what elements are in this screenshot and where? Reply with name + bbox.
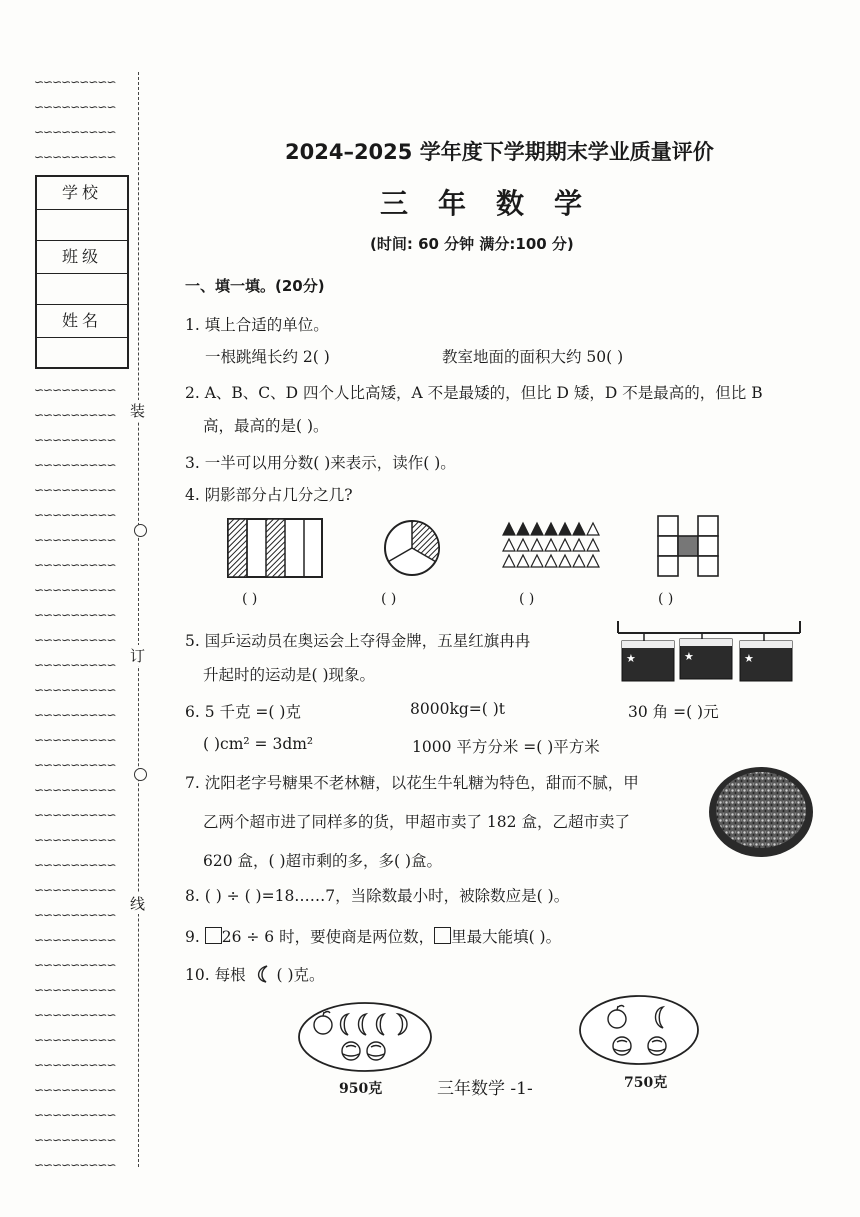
binding-label-zhuang: 装 xyxy=(130,402,146,420)
question-8: 8. ( ) ÷ ( )=18……7，当除数最小时，被除数应是( )。 xyxy=(185,887,570,905)
question-3: 3. 一半可以用分数( )来表示，读作( )。 xyxy=(185,454,456,472)
fruit-plate-right xyxy=(577,993,701,1067)
decorative-wave-row: ∽∽∽∽∽∽∽∽∽ xyxy=(34,583,116,597)
shaded-triangle xyxy=(517,523,529,535)
school-label: 学校 xyxy=(37,177,127,210)
question-5-line2: 升起时的运动是( )现象。 xyxy=(203,666,376,684)
triangle xyxy=(587,523,599,535)
question-1: 1. 填上合适的单位。 xyxy=(185,316,329,334)
shaded-rectangle-figure xyxy=(225,516,325,580)
answer-blank[interactable]: ( ) xyxy=(658,591,674,607)
question-2-line1: 2. A、B、C、D 四个人比高矮，A 不是最矮的，但比 D 矮，D 不是最高的，但比 B xyxy=(185,384,763,402)
triangle xyxy=(573,555,585,567)
decorative-wave-row: ∽∽∽∽∽∽∽∽∽ xyxy=(34,508,116,522)
decorative-wave-row: ∽∽∽∽∽∽∽∽∽ xyxy=(34,1058,116,1072)
question-9-number: 9. xyxy=(185,928,205,946)
shaded-circle-figure xyxy=(382,518,442,578)
question-5-line1: 5. 国乒运动员在奥运会上夺得金牌，五星红旗冉冉 xyxy=(185,632,531,650)
question-9-text: 26 ÷ 6 时，要使商是两位数， xyxy=(221,928,435,946)
decorative-wave-row: ∽∽∽∽∽∽∽∽∽ xyxy=(34,458,116,472)
decorative-wave-row: ∽∽∽∽∽∽∽∽∽ xyxy=(34,100,116,114)
svg-text:★: ★ xyxy=(626,652,636,665)
question-6b: 8000kg=( )t xyxy=(410,700,505,718)
decorative-wave-row: ∽∽∽∽∽∽∽∽∽ xyxy=(34,433,116,447)
decorative-wave-row: ∽∽∽∽∽∽∽∽∽ xyxy=(34,1158,116,1172)
triangle xyxy=(503,555,515,567)
decorative-wave-row: ∽∽∽∽∽∽∽∽∽ xyxy=(34,758,116,772)
shaded-triangle xyxy=(573,523,585,535)
decorative-wave-row: ∽∽∽∽∽∽∽∽∽ xyxy=(34,558,116,572)
section-heading: 一、填一填。(20分) xyxy=(185,277,325,295)
decorative-wave-row: ∽∽∽∽∽∽∽∽∽ xyxy=(34,1008,116,1022)
question-1b: 教室地面的面积大约 50( ) xyxy=(442,348,624,366)
shaded-triangle xyxy=(545,523,557,535)
decorative-wave-row: ∽∽∽∽∽∽∽∽∽ xyxy=(34,383,116,397)
triangle xyxy=(531,555,543,567)
name-field[interactable] xyxy=(37,338,127,365)
question-10 xyxy=(185,963,325,985)
triangle xyxy=(517,539,529,551)
triangle xyxy=(545,539,557,551)
triangle xyxy=(531,539,543,551)
decorative-wave-row: ∽∽∽∽∽∽∽∽∽ xyxy=(34,608,116,622)
shaded-triangle xyxy=(503,523,515,535)
banana-icon xyxy=(251,964,277,984)
page-footer: 三年数学 -1- xyxy=(437,1079,533,1099)
decorative-wave-row: ∽∽∽∽∽∽∽∽∽ xyxy=(34,1033,116,1047)
binding-hole xyxy=(134,768,147,781)
decorative-wave-row: ∽∽∽∽∽∽∽∽∽ xyxy=(34,408,116,422)
decorative-wave-row: ∽∽∽∽∽∽∽∽∽ xyxy=(34,1083,116,1097)
decorative-wave-row: ∽∽∽∽∽∽∽∽∽ xyxy=(34,958,116,972)
exam-subject: 三年数学 xyxy=(380,187,613,220)
decorative-wave-row: ∽∽∽∽∽∽∽∽∽ xyxy=(34,75,116,89)
triangle xyxy=(587,539,599,551)
decorative-wave-row: ∽∽∽∽∽∽∽∽∽ xyxy=(34,125,116,139)
exam-title: 2024–2025 学年度下学期期末学业质量评价 xyxy=(285,140,714,164)
triangle xyxy=(587,555,599,567)
triangle xyxy=(545,555,557,567)
binding-line xyxy=(138,72,139,1167)
decorative-wave-row: ∽∽∽∽∽∽∽∽∽ xyxy=(34,483,116,497)
question-10-text: 10. 每根 xyxy=(185,966,246,984)
fruit-plate-left xyxy=(296,1000,434,1074)
question-10-blank: ( )克。 xyxy=(276,966,325,984)
decorative-wave-row: ∽∽∽∽∽∽∽∽∽ xyxy=(34,933,116,947)
question-6c: 30 角 =( )元 xyxy=(628,703,719,721)
decorative-wave-row: ∽∽∽∽∽∽∽∽∽ xyxy=(34,1108,116,1122)
decorative-wave-row: ∽∽∽∽∽∽∽∽∽ xyxy=(34,1133,116,1147)
question-6d: ( )cm² = 3dm² xyxy=(203,735,314,753)
question-2-line2: 高，最高的是( )。 xyxy=(203,417,329,435)
question-9-text-end: 里最大能填( )。 xyxy=(451,928,562,946)
decorative-wave-row: ∽∽∽∽∽∽∽∽∽ xyxy=(34,883,116,897)
weight-label-right: 750克 xyxy=(624,1075,668,1091)
triangle xyxy=(559,539,571,551)
question-1a: 一根跳绳长约 2( ) xyxy=(205,348,330,366)
question-7-line1: 7. 沈阳老字号糖果不老林糖，以花生牛轧糖为特色，甜而不腻，甲 xyxy=(185,774,639,792)
decorative-wave-row: ∽∽∽∽∽∽∽∽∽ xyxy=(34,658,116,672)
weight-label-left: 950克 xyxy=(339,1081,383,1097)
decorative-wave-row: ∽∽∽∽∽∽∽∽∽ xyxy=(34,633,116,647)
decorative-wave-row: ∽∽∽∽∽∽∽∽∽ xyxy=(34,833,116,847)
candy-photo xyxy=(707,765,815,859)
decorative-wave-row: ∽∽∽∽∽∽∽∽∽ xyxy=(34,908,116,922)
triangle xyxy=(559,555,571,567)
shaded-triangle xyxy=(559,523,571,535)
decorative-wave-row: ∽∽∽∽∽∽∽∽∽ xyxy=(34,858,116,872)
decorative-wave-row: ∽∽∽∽∽∽∽∽∽ xyxy=(34,808,116,822)
digit-box[interactable] xyxy=(434,927,451,944)
student-info-box xyxy=(35,175,129,369)
class-field[interactable] xyxy=(37,274,127,305)
question-6a: 6. 5 千克 =( )克 xyxy=(185,703,301,721)
binding-hole xyxy=(134,524,147,537)
triangles-figure xyxy=(500,520,600,572)
svg-text:★: ★ xyxy=(684,650,694,663)
triangle xyxy=(517,555,529,567)
question-9 xyxy=(185,925,561,947)
answer-blank[interactable]: ( ) xyxy=(242,591,258,607)
school-field[interactable] xyxy=(37,210,127,241)
name-label: 姓名 xyxy=(37,305,127,338)
exam-info: (时间: 60 分钟 满分:100 分) xyxy=(370,235,574,253)
triangle xyxy=(503,539,515,551)
question-7-line3: 620 盒，( )超市剩的多，多( )盒。 xyxy=(203,852,443,870)
answer-blank[interactable]: ( ) xyxy=(381,591,397,607)
decorative-wave-row: ∽∽∽∽∽∽∽∽∽ xyxy=(34,708,116,722)
decorative-wave-row: ∽∽∽∽∽∽∽∽∽ xyxy=(34,783,116,797)
h-shape-figure xyxy=(656,514,720,580)
question-6e: 1000 平方分米 =( )平方米 xyxy=(412,738,600,756)
question-4: 4. 阴影部分占几分之几? xyxy=(185,486,353,504)
class-label: 班级 xyxy=(37,241,127,274)
decorative-wave-row: ∽∽∽∽∽∽∽∽∽ xyxy=(34,683,116,697)
decorative-wave-row: ∽∽∽∽∽∽∽∽∽ xyxy=(34,533,116,547)
digit-box[interactable] xyxy=(205,927,222,944)
shaded-triangle xyxy=(531,523,543,535)
svg-text:★: ★ xyxy=(744,652,754,665)
triangle xyxy=(573,539,585,551)
decorative-wave-row: ∽∽∽∽∽∽∽∽∽ xyxy=(34,733,116,747)
answer-blank[interactable]: ( ) xyxy=(519,591,535,607)
decorative-wave-row: ∽∽∽∽∽∽∽∽∽ xyxy=(34,983,116,997)
binding-label-xian: 线 xyxy=(130,895,146,913)
question-7-line2: 乙两个超市进了同样多的货，甲超市卖了 182 盒，乙超市卖了 xyxy=(203,813,630,831)
binding-label-ding: 订 xyxy=(130,647,146,665)
flag-raising-illustration xyxy=(614,617,804,685)
decorative-wave-row: ∽∽∽∽∽∽∽∽∽ xyxy=(34,150,116,164)
